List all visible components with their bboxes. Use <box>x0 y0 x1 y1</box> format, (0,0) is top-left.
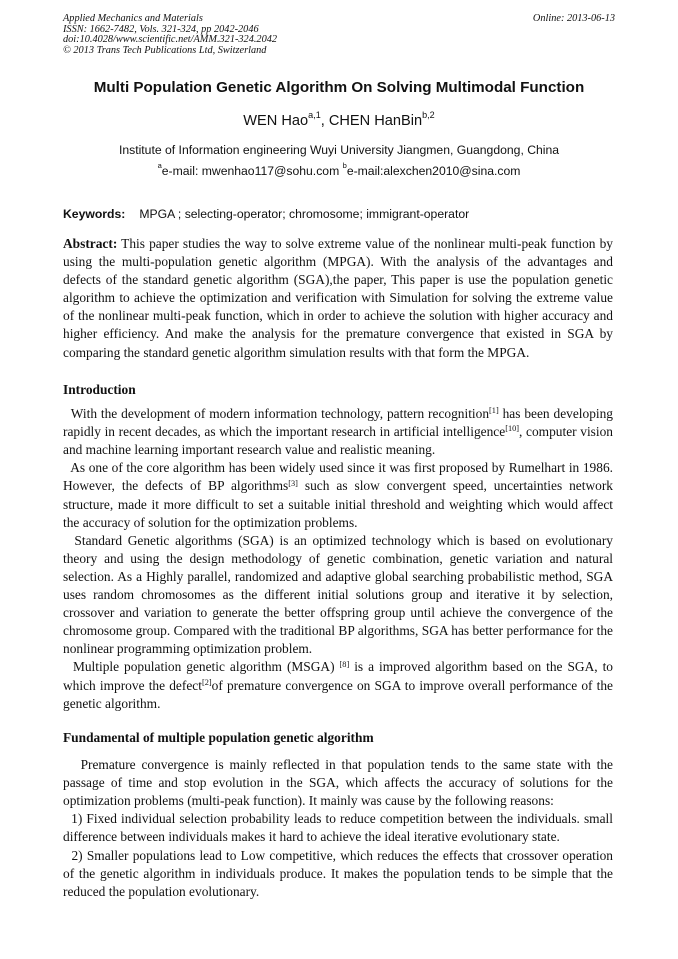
paragraph-text: of premature convergence on SGA to improve overall performance of the genetic algorithm. <box>63 677 613 711</box>
citation: [1] <box>489 406 499 416</box>
copyright: © 2013 Trans Tech Publications Ltd, Switzerland <box>63 44 267 56</box>
keywords <box>63 207 469 221</box>
section-heading: Fundamental of multiple population genetic algorithm <box>63 730 374 745</box>
paragraph-text: is a improved algorithm based on the SGA, to which improve the defect <box>63 659 613 693</box>
journal-name: Applied Mechanics and Materials <box>63 13 203 24</box>
paragraph-text: such as slow convergent speed, uncertainties network structure, made it more difficult to set a suitable initial threshold and weighting which would affect the accuracy of solution for the optimization problems. <box>63 478 613 530</box>
online-date: Online: 2013-06-13 <box>532 13 615 24</box>
paragraph-text: As one of the core algorithm has been widely used since it was first proposed by Rumelhart in 1986. However, the defects of BP algorithms <box>63 460 613 494</box>
paragraph-text: 1) Fixed individual selection probability leads to reduce competition between the individuals. small difference between individuals makes it hard to achieve the ideal iterative evolutionary state. <box>63 811 613 845</box>
paragraph <box>63 658 613 712</box>
abstract <box>63 235 613 362</box>
abstract-text: This paper studies the way to solve extreme value of the nonlinear multi-peak function by using the multi-population genetic algorithm (MPGA). With the analysis of the advantages and defects of the standard genetic algorithm (SGA),the paper, This paper is use the population genetic algorithm to achieve the optimization and verification with Simulation for solving the extreme value of the nonlinear multi-peak function, which in order to achieve the solution with higher accuracy and higher efficiency. And make the analysis for the premature convergence that existed in SGA by comparing the standard genetic algorithm simulation results with that form the MPGA. <box>63 236 613 360</box>
paragraph-text: Premature convergence is mainly reflected in that population tends to the same state with the passage of time and stop evolution in the SGA, which affects the accuracy of solutions for the optimization problems (multi-peak function). It mainly was cause by the following reasons: <box>63 757 613 809</box>
paragraph <box>63 847 613 901</box>
authors <box>0 109 678 129</box>
paragraph-text: With the development of modern information technology, pattern recognition <box>63 406 490 422</box>
author-affil: b,2 <box>422 109 435 120</box>
paragraph <box>63 756 613 810</box>
keywords-value: MPGA ; selecting-operator; chromosome; immigrant-operator <box>139 207 470 221</box>
emails <box>0 161 678 178</box>
keywords-label: Keywords: <box>63 207 126 221</box>
author-name: CHEN HanBin <box>328 113 423 129</box>
paragraph <box>63 532 613 659</box>
section-body <box>63 405 613 713</box>
email-a: e-mail: mwenhao117@sohu.com <box>161 164 343 178</box>
email-marker: b <box>342 161 347 171</box>
paragraph-text: Standard Genetic algorithms (SGA) is an optimized technology which is based on evolutionary theory and using the design methodology of genetic combination, genetic variation and natural selection. As a Highly parallel, randomized and adaptive global searching probabilistic method, SGA uses random chromosomes as the different initial solutions group and iterative it by selection, crossover and variation to generate the better offspring group until achieve the convergence of the chromosome group. Compared with the traditional BP algorithms, SGA has better performance for the nonlinear programming optimization problem. <box>63 532 613 657</box>
citation: [8] <box>339 659 350 669</box>
paragraph <box>63 405 613 459</box>
doi: doi:10.4028/www.scientific.net/AMM.321-324.2042 <box>63 34 278 46</box>
paragraph <box>63 459 613 531</box>
paragraph <box>63 810 613 846</box>
email-marker: a <box>157 161 162 171</box>
paragraph-text: , computer vision and machine learning important research value and realistic meaning. <box>63 424 613 458</box>
author-separator: , <box>320 113 329 129</box>
affiliation: Institute of Information engineering Wuyi University Jiangmen, Guangdong, China <box>118 143 560 157</box>
author-affil: a,1 <box>308 109 321 120</box>
fundamental-section <box>63 729 613 901</box>
citation: [10] <box>505 424 520 434</box>
journal-header <box>63 14 615 56</box>
paragraph-text: 2) Smaller populations lead to Low competitive, which reduces the effects that crossover operation of the genetic algorithm in individuals produce. It makes the population tends to be simple that the reduced the population evolutionary. <box>63 847 613 899</box>
abstract-label: Abstract: <box>63 236 118 251</box>
section-body <box>63 756 613 901</box>
introduction-section <box>63 381 613 713</box>
section-heading: Introduction <box>63 382 136 397</box>
citation: [2] <box>201 677 212 687</box>
email-b: e-mail:alexchen2010@sina.com <box>346 164 521 178</box>
paragraph-text: has been developing rapidly in recent decades, as which the important research in artificial intelligence <box>63 406 614 440</box>
citation: [3] <box>288 478 298 488</box>
author-name: WEN Hao <box>243 113 309 129</box>
issn: ISSN: 1662-7482, Vols. 321-324, pp 2042-2046 <box>63 23 259 35</box>
paper-title: Multi Population Genetic Algorithm On Solving Multimodal Function <box>93 79 585 96</box>
paragraph-text: Multiple population genetic algorithm (MSGA) <box>63 659 340 675</box>
